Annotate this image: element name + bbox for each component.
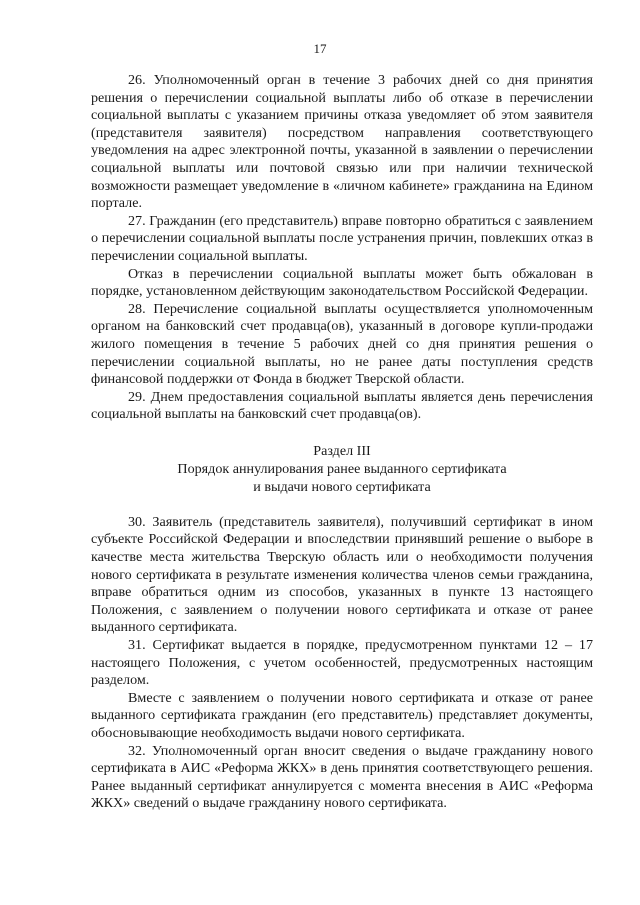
paragraph-28: 28. Перечисление социальной выплаты осуществляется уполномоченным органом на банковский счет продавца(ов), указанный в договоре купли-продажи жилого помещения в течение 5 рабочих дней со дня принятия решения о перечислении социальной выплаты, но не ранее даты поступления средств финансовой поддержки от Фонда в бюджет Тверской области. xyxy=(91,300,593,388)
section-title-line-2: и выдачи нового сертификата xyxy=(253,478,431,495)
section-heading xyxy=(91,442,593,496)
paragraph-26: 26. Уполномоченный орган в течение 3 рабочих дней со дня принятия решения о перечислении социальной выплаты либо об отказе в перечислении социальной выплаты с указанием причины отказа уведомляет об этом заявителя (представителя заявителя) посредством направления соответствующего уведомления на адрес электронной почты, указанной в заявлении о перечислении социальной выплаты или почтовой связью или при наличии технической возможности размещает уведомление в «личном кабинете» гражданина на Едином портале. xyxy=(91,72,593,212)
page-number: 17 xyxy=(313,41,327,56)
paragraph-31-documents: Вместе с заявлением о получении нового сертификата и отказе от ранее выданного сертификата гражданин (его представитель) представляет документы, обосновывающие необходимость выдачи нового сертификата. xyxy=(91,689,593,741)
paragraph-30: 30. Заявитель (представитель заявителя), получивший сертификат в ином субъекте Российской Федерации и впоследствии принявший решение о выборе в качестве места жительства Тверскую область или о необходимости получения нового сертификата в результате изменения количества членов семьи гражданина, вправе обратиться одним из способов, указанных в пункте 13 настоящего Положения, с заявлением о получении нового сертификата и отказе от ранее выданного сертификата. xyxy=(91,513,593,636)
section-number: Раздел III xyxy=(313,442,371,459)
paragraph-32: 32. Уполномоченный орган вносит сведения о выдаче гражданину нового сертификата в АИС «Реформа ЖКХ» в день принятия соответствующего решения. Ранее выданный сертификат аннулируется с момента внесения в АИС «Реформа ЖКХ» сведений о выдаче гражданину нового сертификата. xyxy=(91,742,593,812)
section-title-line-1: Порядок аннулирования ранее выданного сертификата xyxy=(177,460,507,477)
document-body xyxy=(91,72,593,813)
paragraph-27-appeal: Отказ в перечислении социальной выплаты может быть обжалован в порядке, установленном действующим законодательством Российской Федерации. xyxy=(91,265,593,300)
paragraph-27: 27. Гражданин (его представитель) вправе повторно обратиться с заявлением о перечислении социальной выплаты после устранения причин, повлекших отказ в перечислении социальной выплаты. xyxy=(91,212,593,264)
paragraph-29: 29. Днем предоставления социальной выплаты является день перечисления социальной выплаты на банковский счет продавца(ов). xyxy=(91,388,593,423)
paragraph-31: 31. Сертификат выдается в порядке, предусмотренном пунктами 12 – 17 настоящего Положения, с учетом особенностей, предусмотренных настоящим разделом. xyxy=(91,637,593,689)
